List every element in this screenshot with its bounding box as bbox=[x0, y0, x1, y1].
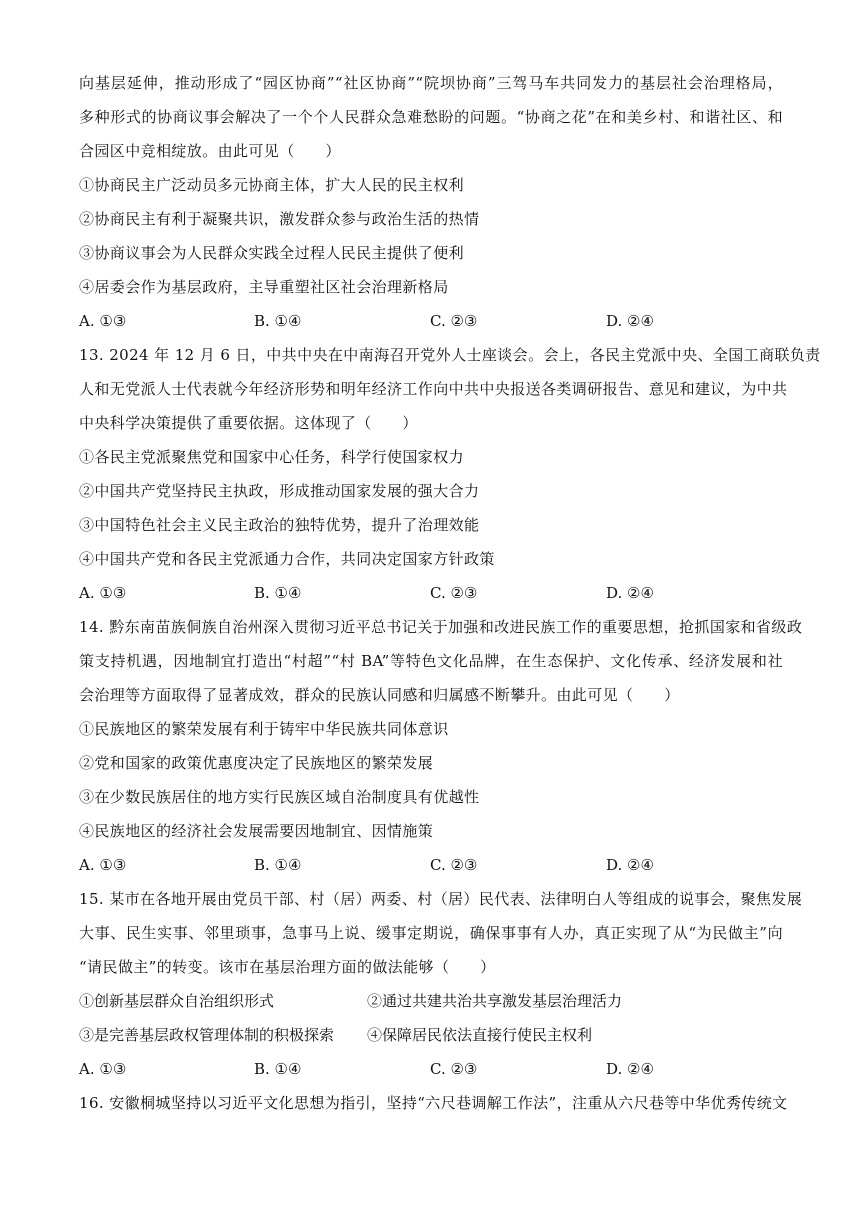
q15-option-b: B. ①④ bbox=[254, 1060, 302, 1078]
q14-option-a: A. ①③ bbox=[79, 856, 127, 874]
q15-statement-1: ①创新基层群众自治组织形式 bbox=[79, 992, 275, 1010]
q14-stem-line-2: 策支持机遇，因地制宜打造出“村超”“村 BA”等特色文化品牌，在生态保护、文化传承、经济发展和社 bbox=[79, 652, 783, 670]
q13-statement-1: ①各民主党派聚焦党和国家中心任务，科学行使国家权力 bbox=[79, 448, 465, 466]
q15-stem-line-1: 15. 某市在各地开展由党员干部、村（居）两委、村（居）民代表、法律明白人等组成的说事会，聚焦发展 bbox=[79, 890, 803, 908]
q15-stem-line-3: “请民做主”的转变。该市在基层治理方面的做法能够（ ） bbox=[79, 958, 496, 976]
q13-option-d: D. ②④ bbox=[606, 584, 654, 602]
q14-stem-line-1: 14. 黔东南苗族侗族自治州深入贯彻习近平总书记关于加强和改进民族工作的重要思想，抢抓国家和省级政 bbox=[79, 618, 803, 636]
q15-statement-2: ②通过共建共治共享激发基层治理活力 bbox=[367, 992, 623, 1010]
q12-option-b: B. ①④ bbox=[254, 312, 302, 330]
q13-stem-line-1: 13. 2024 年 12 月 6 日，中共中央在中南海召开党外人士座谈会。会上，各民主党派中央、全国工商联负责 bbox=[79, 346, 821, 364]
q13-option-a: A. ①③ bbox=[79, 584, 127, 602]
q12-stem-line-2: 多种形式的协商议事会解决了一个个人民群众急难愁盼的问题。“协商之花”在和美乡村、和谐社区、和 bbox=[79, 108, 783, 126]
q12-option-d: D. ②④ bbox=[606, 312, 654, 330]
q14-option-c: C. ②③ bbox=[430, 856, 478, 874]
q14-option-d: D. ②④ bbox=[606, 856, 654, 874]
q15-option-d: D. ②④ bbox=[606, 1060, 654, 1078]
q13-statement-3: ③中国特色社会主义民主政治的独特优势，提升了治理效能 bbox=[79, 516, 480, 534]
q13-stem-line-2: 人和无党派人士代表就今年经济形势和明年经济工作向中共中央报送各类调研报告、意见和建议，为中共 bbox=[79, 380, 788, 398]
q12-statement-3: ③协商议事会为人民群众实践全过程人民民主提供了便利 bbox=[79, 244, 465, 262]
q13-statement-4: ④中国共产党和各民主党派通力合作，共同决定国家方针政策 bbox=[79, 550, 495, 568]
q12-statement-1: ①协商民主广泛动员多元协商主体，扩大人民的民主权利 bbox=[79, 176, 465, 194]
q12-option-c: C. ②③ bbox=[430, 312, 478, 330]
q12-stem-line-1: 向基层延伸，推动形成了“园区协商”“社区协商”“院坝协商”三驾马车共同发力的基层社会治理格局， bbox=[79, 74, 783, 92]
q15-statement-3: ③是完善基层政权管理体制的积极探索 bbox=[79, 1026, 335, 1044]
q13-option-b: B. ①④ bbox=[254, 584, 302, 602]
q16-stem-line-1: 16. 安徽桐城坚持以习近平文化思想为指引，坚持“六尺巷调解工作法”，注重从六尺巷等中华优秀传统文 bbox=[79, 1094, 788, 1112]
q15-stem-line-2: 大事、民生实事、邻里琐事，急事马上说、缓事定期说，确保事事有人办，真正实现了从“为民做主”向 bbox=[79, 924, 783, 942]
q13-stem-line-3: 中央科学决策提供了重要依据。这体现了（ ） bbox=[79, 414, 418, 432]
q15-option-c: C. ②③ bbox=[430, 1060, 478, 1078]
q13-option-c: C. ②③ bbox=[430, 584, 478, 602]
q14-statement-2: ②党和国家的政策优惠度决定了民族地区的繁荣发展 bbox=[79, 754, 434, 772]
q15-option-a: A. ①③ bbox=[79, 1060, 127, 1078]
q14-option-b: B. ①④ bbox=[254, 856, 302, 874]
q12-statement-4: ④居委会作为基层政府，主导重塑社区社会治理新格局 bbox=[79, 278, 449, 296]
q14-statement-3: ③在少数民族居住的地方实行民族区域自治制度具有优越性 bbox=[79, 788, 480, 806]
q14-stem-line-3: 会治理等方面取得了显著成效，群众的民族认同感和归属感不断攀升。由此可见（ ） bbox=[79, 686, 680, 704]
q15-statement-4: ④保障居民依法直接行使民主权利 bbox=[367, 1026, 593, 1044]
q12-statement-2: ②协商民主有利于凝聚共识，激发群众参与政治生活的热情 bbox=[79, 210, 480, 228]
q12-option-a: A. ①③ bbox=[79, 312, 127, 330]
q13-statement-2: ②中国共产党坚持民主执政，形成推动国家发展的强大合力 bbox=[79, 482, 480, 500]
q12-stem-line-3: 合园区中竞相绽放。由此可见（ ） bbox=[79, 142, 341, 160]
q14-statement-1: ①民族地区的繁荣发展有利于铸牢中华民族共同体意识 bbox=[79, 720, 449, 738]
q14-statement-4: ④民族地区的经济社会发展需要因地制宜、因情施策 bbox=[79, 822, 434, 840]
